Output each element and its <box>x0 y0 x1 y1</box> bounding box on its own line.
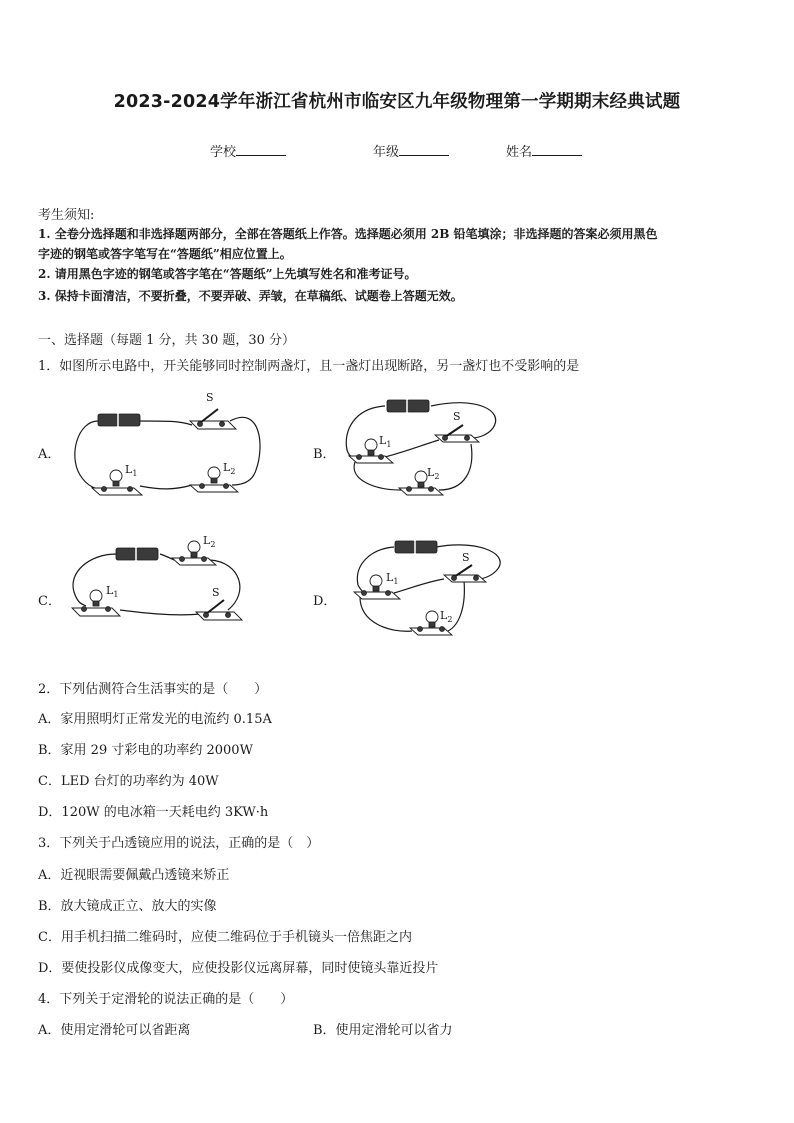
wire <box>120 610 200 615</box>
lamp-subscript: 1 <box>386 440 392 449</box>
lamp-subscript: 2 <box>210 540 216 549</box>
lamp-label: L <box>203 534 211 547</box>
switch-label: S <box>206 391 214 404</box>
q4-option-b: B．使用定滑轮可以省力 <box>313 1023 453 1038</box>
name-label: 姓名 <box>506 145 533 160</box>
q2-option-b: B．家用 29 寸彩电的功率约 2000W <box>38 743 253 758</box>
wire <box>140 485 192 489</box>
name-field <box>506 141 582 160</box>
name-blank <box>532 143 582 156</box>
switch-label: S <box>462 551 470 564</box>
svg-text:L1 <box>379 434 391 449</box>
lamp-l2 <box>190 461 238 492</box>
lamp-subscript: 2 <box>230 467 236 476</box>
wire <box>75 421 100 489</box>
q2-option-a: A．家用照明灯正常发光的电流约 0.15A <box>38 712 272 727</box>
q1-option-a-label: A． <box>38 447 61 462</box>
lamp-l1 <box>349 434 393 463</box>
lamp-subscript: 2 <box>447 615 453 624</box>
q1-option-d-label: D． <box>313 594 337 609</box>
grade-field <box>373 141 449 160</box>
circuit-b-diagram <box>335 390 510 505</box>
lamp-l2 <box>172 534 216 565</box>
lamp-label: L <box>223 461 231 474</box>
q2-option-c: C．LED 台灯的功率约为 40W <box>38 774 219 789</box>
notice-item-1: 1. 全卷分选择题和非选择题两部分，全部在答题纸上作答。选择题必须用 2B 铅笔填涂；非选择题的答案必须用黑色 <box>38 227 658 241</box>
wire <box>354 462 401 490</box>
q4-stem: 4．下列关于定滑轮的说法正确的是（ ） <box>38 992 294 1007</box>
wire <box>160 554 174 560</box>
q1-option-b-label: B． <box>313 447 336 462</box>
lamp-subscript: 1 <box>132 469 138 478</box>
svg-text:L1 <box>386 571 398 586</box>
lamp-l2 <box>410 609 452 635</box>
section-heading: 一、选择题（每题 1 分，共 30 题，30 分） <box>38 333 296 348</box>
wire <box>210 560 240 610</box>
school-blank <box>236 143 286 156</box>
wire <box>360 597 412 631</box>
battery <box>98 414 140 426</box>
q3-option-a: A．近视眼需要佩戴凸透镜来矫正 <box>38 868 230 883</box>
q4-option-a: A．使用定滑轮可以省距离 <box>38 1023 191 1038</box>
q3-stem: 3．下列关于凸透镜应用的说法，正确的是（ ） <box>38 836 320 851</box>
lamp-label: L <box>125 463 133 476</box>
svg-text:L2 <box>223 461 235 476</box>
svg-text:L2 <box>203 534 215 549</box>
lamp-label: L <box>440 609 448 622</box>
lamp-subscript: 1 <box>113 590 119 599</box>
circuit-c-diagram <box>60 532 260 632</box>
q1-option-c-label: C． <box>38 594 61 609</box>
battery <box>395 541 437 553</box>
lamp-subscript: 2 <box>434 472 440 481</box>
lamp-l1 <box>72 584 120 616</box>
wire <box>346 406 385 458</box>
q3-option-d: D．要使投影仪成像变大，应使投影仪远离屏幕，同时使镜头靠近投片 <box>38 961 439 976</box>
lamp-l2 <box>399 466 443 495</box>
switch <box>444 551 486 582</box>
switch <box>190 391 236 429</box>
school-label: 学校 <box>210 145 237 160</box>
school-field <box>210 141 286 160</box>
wire <box>394 579 444 593</box>
circuit-d-diagram <box>340 535 515 645</box>
notice-item-3: 3. 保持卡面清洁，不要折叠，不要弄破、弄皱，在草稿纸、试题卷上答题无效。 <box>38 289 463 303</box>
lamp-subscript: 1 <box>393 577 399 586</box>
lamp-label: L <box>427 466 435 479</box>
switch-label: S <box>453 410 461 423</box>
q3-option-b: B．放大镜成正立、放大的实像 <box>38 899 217 914</box>
q1-stem: 1．如图所示电路中，开关能够同时控制两盏灯，且一盏灯出现断路，另一盏灯也不受影响的是 <box>38 359 580 374</box>
lamp-l1 <box>92 463 142 495</box>
lamp-l1 <box>354 571 400 599</box>
grade-blank <box>399 143 449 156</box>
switch <box>435 410 479 442</box>
battery <box>387 400 429 412</box>
notice-heading: 考生须知: <box>38 208 95 223</box>
notice-item-2: 2. 请用黑色字迹的钢笔或答字笔在“答题纸”上先填写姓名和准考证号。 <box>38 267 417 281</box>
notice-item-1-cont: 字迹的钢笔或答字笔写在“答题纸”相应位置上。 <box>38 247 292 261</box>
q2-stem: 2．下列估测符合生活事实的是（ ） <box>38 682 268 697</box>
switch-label: S <box>212 586 220 599</box>
svg-text:L2 <box>427 466 439 481</box>
svg-text:L1 <box>106 584 118 599</box>
svg-text:L2 <box>440 609 452 624</box>
lamp-label: L <box>386 571 394 584</box>
lamp-label: L <box>379 434 387 447</box>
wire <box>140 421 192 425</box>
wire <box>439 444 472 490</box>
battery <box>116 548 158 560</box>
page-title: 2023-2024学年浙江省杭州市临安区九年级物理第一学期期末经典试题 <box>113 92 681 112</box>
grade-label: 年级 <box>373 145 400 160</box>
q2-option-d: D．120W 的电冰箱一天耗电约 3KW·h <box>38 805 269 820</box>
lamp-label: L <box>106 584 114 597</box>
circuit-a-diagram <box>60 385 270 505</box>
wire <box>431 403 496 438</box>
q3-option-c: C．用手机扫描二维码时，应使二维码位于手机镜头一倍焦距之内 <box>38 930 412 945</box>
svg-text:L1 <box>125 463 137 478</box>
